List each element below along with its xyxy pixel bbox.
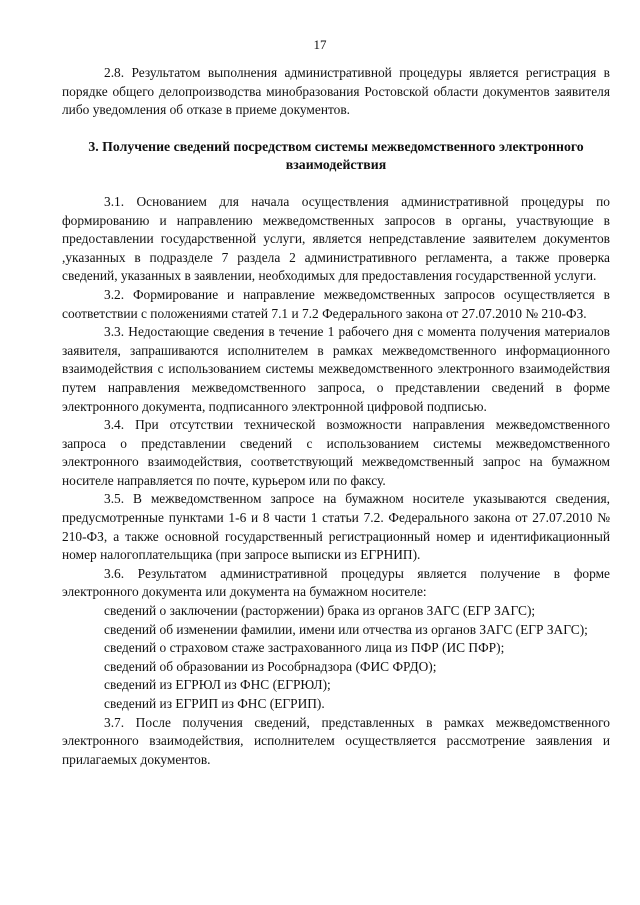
paragraph-3-2: 3.2. Формирование и направление межведомственных запросов осуществляется в соответствии с положениями статей 7.1 и 7.2 Федерального закона от 27.07.2010 № 210-ФЗ. — [62, 286, 610, 321]
list-item: сведений из ЕГРИП из ФНС (ЕГРИП). — [104, 696, 325, 711]
list-item: сведений из ЕГРЮЛ из ФНС (ЕГРЮЛ); — [104, 677, 331, 693]
list-item: сведений об образовании из Рособрнадзора (ФИС ФРДО); — [104, 658, 437, 674]
document-body — [62, 64, 610, 769]
paragraph-3-6: 3.6. Результатом административной процедуры является получение в форме электронного документа или документа на бумажном носителе: — [62, 565, 610, 600]
paragraph-3-3: 3.3. Недостающие сведения в течение 1 рабочего дня с момента получения материалов заявителя, запрашиваются исполнителем в рамках межведомственного информационного взаимодействия с использованием системы межведомственного электронного взаимодействия путем направления межведомственного запроса, о представлении сведений в форме электронного документа, подписанного электронной цифровой подписью. — [62, 324, 610, 414]
paragraph-3-4: 3.4. При отсутствии технической возможности направления межведомственного запроса о представлении сведений с использованием системы межведомственного электронного взаимодействия, соответствующий межведомственный запрос на бумажном носителе направляется по почте, курьером или по факсу. — [62, 417, 610, 488]
paragraph-2-8: 2.8. Результатом выполнения административной процедуры является регистрация в порядке общего делопроизводства минобразования Ростовской области документов заявителя либо уведомления об отказе в приеме документов. — [62, 65, 610, 118]
list-item: сведений о страховом стаже застрахованного лица из ПФР (ИС ПФР); — [104, 640, 505, 656]
section-3-heading: 3. Получение сведений посредством системы межведомственного электронного взаимодействия — [88, 138, 584, 173]
list-item: сведений о заключении (расторжении) брака из органов ЗАГС (ЕГР ЗАГС); — [104, 603, 536, 619]
paragraph-3-5: 3.5. В межведомственном запросе на бумажном носителе указываются сведения, предусмотренные пунктами 1-6 и 8 части 1 статьи 7.2. Федерального закона от 27.07.2010 № 210-ФЗ, а также основной государственный регистрационный номер и идентификационный номер налогоплательщика (при запросе выписки из ЕГРНИП). — [62, 491, 610, 563]
paragraph-3-7: 3.7. После получения сведений, представленных в рамках межведомственного электронного взаимодействия, исполнителем осуществляется рассмотрение заявления и прилагаемых документов. — [62, 714, 610, 767]
paragraph-3-1: 3.1. Основанием для начала осуществления административной процедуры по формированию и направлению межведомственных запросов в органы, участвующие в предоставлении государственной услуги, является непредставление заявителем документов ,указанных в подразделе 7 раздела 2 административного регламента, а также проверка сведений, указанных в заявлении, необходимых для предоставления государственной услуги. — [62, 193, 610, 284]
page-number: 17 — [313, 37, 327, 52]
list-item: сведений об изменении фамилии, имени или отчества из органов ЗАГС (ЕГР ЗАГС); — [104, 621, 588, 637]
